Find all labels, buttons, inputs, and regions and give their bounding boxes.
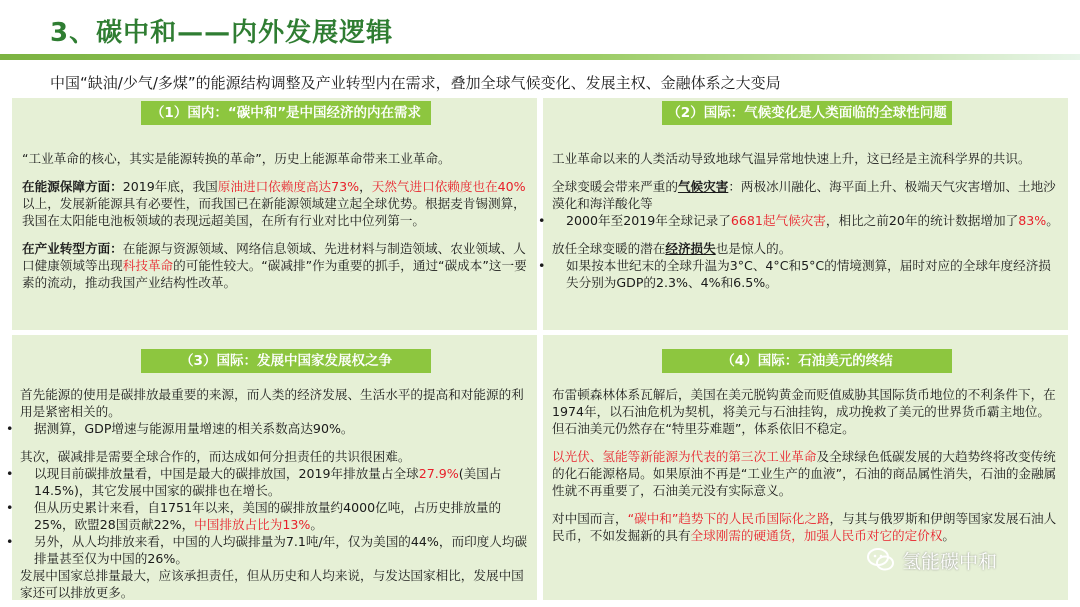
paragraph: “工业革命的核心，其实是能源转换的革命”，历史上能源革命带来工业革命。	[22, 151, 451, 166]
list-item: • 以现目前碳排放量看，中国是最大的碳排放国，2019年排放量占全球27.9%(美国占14.5%)，其它发展中国家的碳排也在增长。	[20, 465, 530, 499]
panel-domestic-header: （1）国内：“碳中和”是中国经济的内在需求	[141, 101, 431, 125]
panel-petrodollar-header: （4）国际：石油美元的终结	[662, 349, 952, 373]
paragraph-energy-security: 在能源保障方面：2019年底，我国原油进口依赖度高达73%，天然气进口依赖度也在40%以上，发展新能源具有必要性，而我国已在新能源领域建立起全球优势。根据麦肯锡测算，我国在太阳能电池板领域的表现远超美国，在所有行业对比中位列第一。	[22, 179, 526, 228]
paragraph-third-industrial-revolution: 以光伏、氢能等新能源为代表的第三次工业革命及全球绿色低碳发展的大趋势终将改变传统的化石能源格局。如果原油不再是“工业生产的血液”，石油的商品属性消失，石油的金融属性就不再重要了，石油美元没有实际意义。	[552, 449, 1057, 498]
list-item: • 如果按本世纪末的全球升温为3°C、4°C和5°C的情境测算，届时对应的全球年度经济损失分别为GDP的2.3%、4%和6.5%。	[552, 257, 1062, 291]
title-underline-bar	[0, 54, 1080, 60]
paragraph-climate-disaster: 全球变暖会带来严重的气候灾害：两极冰川融化、海平面上升、极端天气灾害增加、土地沙漠化和海洋酸化等	[552, 179, 1056, 211]
watermark-text: 氢能碳中和	[902, 550, 998, 573]
paragraph: 其次，碳减排是需要全球合作的，而达成如何分担责任的共识很困难。	[20, 449, 411, 464]
panel-climate-header: （2）国际：气候变化是人类面临的全球性问题	[662, 101, 952, 125]
list-item: • 但从历史累计来看，自1751年以来，美国的碳排放量约4000亿吨，占历史排放量的25%，欧盟28国贡献22%，中国排放占比为13%。	[20, 499, 530, 533]
paragraph: 发展中国家总排量最大，应该承担责任，但从历史和人均来说，与发达国家相比，发展中国家还可以排放更多。	[20, 568, 524, 600]
page-subtitle: 中国“缺油/少气/多煤”的能源结构调整及产业转型内在需求，叠加全球气候变化、发展主权、金融体系之大变局	[50, 74, 781, 92]
panel-climate-body	[552, 150, 1062, 291]
paragraph: 布雷顿森林体系瓦解后，美国在美元脱钩黄金而贬值威胁其国际货币地位的不利条件下，在1974年，以石油危机为契机，将美元与石油挂钩，成功挽救了美元的世界货币霸主地位。但石油美元仍然存在“特里芬难题”，体系依旧不稳定。	[552, 387, 1056, 436]
list-item: • 据测算，GDP增速与能源用量增速的相关系数高达90%。	[20, 420, 530, 437]
page-title: 3、碳中和——内外发展逻辑	[50, 18, 394, 48]
wechat-icon	[866, 545, 896, 575]
paragraph-rmb-internationalization: 对中国而言，“碳中和”趋势下的人民币国际化之路，与其与俄罗斯和伊朗等国家发展石油人民币，不如发掘新的具有全球刚需的硬通货，加强人民币对它的定价权。	[552, 511, 1057, 543]
paragraph-industrial-transformation: 在产业转型方面：在能源与资源领域、网络信息领域、先进材料与制造领域、农业领域、人口健康领域等出现科技革命的可能性较大。“碳减排”作为重要的抓手，通过“碳成本”这一要素的流动，推动我国产业结构性改革。	[22, 241, 527, 290]
panel-development-rights-body	[20, 386, 530, 601]
panel-development-rights-header: （3）国际：发展中国家发展权之争	[141, 349, 431, 373]
panel-domestic-body	[22, 150, 527, 291]
paragraph: 工业革命以来的人类活动导致地球气温异常地快速上升，这已经是主流科学界的共识。	[552, 151, 1031, 166]
watermark	[866, 542, 1066, 578]
paragraph-economic-loss: 放任全球变暖的潜在经济损失也是惊人的。	[552, 241, 792, 256]
list-item: • 2000年至2019年全球记录了6681起气候灾害，相比之前20年的统计数据增加了83%。	[552, 212, 1062, 229]
list-item: • 另外，从人均排放来看，中国的人均碳排量为7.1吨/年，仅为美国的44%，而印度人均碳排量甚至仅为中国的26%。	[20, 533, 530, 567]
paragraph: 首先能源的使用是碳排放最重要的来源，而人类的经济发展、生活水平的提高和对能源的利用是紧密相关的。	[20, 387, 524, 419]
panel-petrodollar-body	[552, 386, 1062, 544]
